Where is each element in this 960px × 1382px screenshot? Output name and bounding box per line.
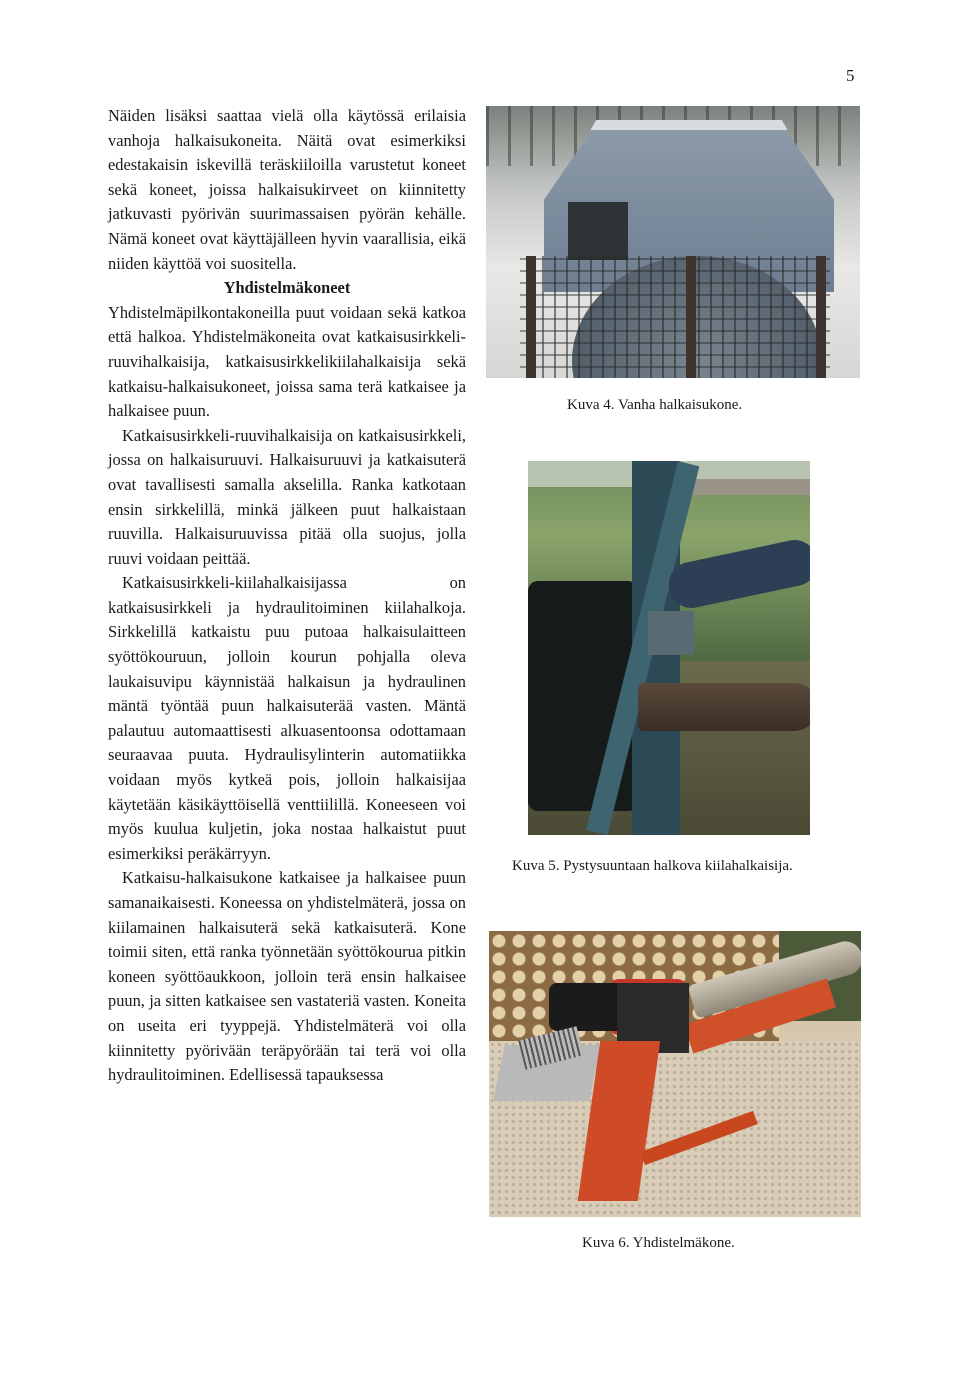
section-paragraph: Katkaisu-halkaisukone katkaisee ja halkaisee puun samanaikaisesti. Koneessa on yhdistelmäterä, jossa on kiilamainen halkaisuterä sekä katkaisuterä. Kone toimii siten, että ranka työnnetään syöttökourua pitkin koneen syöttöaukkoon, jolloin terä ensin halkaisee puun, ja sitten katkaisee sen vastateriä vasten. Koneita on useita eri tyyppejä. Yhdistelmäterä voi olla kiinnitetty pyörivään teräpyörään tai terä voi olla hydraulitoiminen. Edellisessä tapauksessa — [108, 868, 466, 1085]
section-paragraph: Katkaisusirkkeli-kiilahalkaisijassa on katkaisusirkkeli ja hydraulitoiminen kiilahalkoja. Sirkkelillä katkaistu puu putoaa halkaisulaitteen syöttökouruun, jolloin kourun pohjalla oleva laukaisuvipu käynnistää halkaisun ja hydraulinen mäntä työntää puun halkaisuterää vasten. Mäntä palautuu automaattisesti alkuasentoonsa odottamaan seuraavaa puuta. Hydraulisylinterin automatiikka voidaan myös kytkeä pois, jolloin halkaisijaa käytetään käsikäyttöisellä venttiilillä. Koneeseen voi myös kuulua kuljetin, joka nostaa halkaistut puut esimerkiksi peräkärryyn. — [108, 573, 466, 863]
page-number: 5 — [846, 66, 855, 85]
frame-post — [816, 256, 826, 378]
section-paragraph: Yhdistelmäpilkontakoneilla puut voidaan sekä katkoa että halkoa. Yhdistelmäkoneita ovat katkaisusirkkeli-ruuvihalkaisija, katkaisusirkkelikiilahalkaisija sekä katkaisu-halkaisukoneet, joissa sama terä katkaisee ja halkaisee puun. — [108, 302, 466, 421]
photo-combination-machine — [489, 931, 861, 1217]
road — [678, 479, 810, 495]
hydraulic-cylinder — [665, 536, 810, 612]
label-plate — [648, 611, 694, 655]
intro-paragraph: Näiden lisäksi saattaa vielä olla käytössä erilaisia vanhoja halkaisukoneita. Näitä ovat esimerkiksi edestakaisin iskevillä teräskiiloilla varustetut koneet sekä koneet, joissa halkaisukirveet on kiinnitetty jatkuvasti pyörivän suurimassaisen pyörän kehälle. Nämä koneet ovat käyttäjälleen hyvin vaarallisia, eikä niiden käyttöä voi suositella. — [108, 106, 466, 273]
mesh-guard — [520, 256, 830, 378]
figure-caption: Kuva 6. Yhdistelmäkone. — [582, 1235, 735, 1251]
section-heading: Yhdistelmäkoneet — [223, 278, 351, 298]
photo-old-splitter — [486, 106, 860, 378]
frame-post — [526, 256, 536, 378]
log — [638, 683, 810, 731]
text-column — [108, 104, 466, 1088]
figure-caption: Kuva 5. Pystysuuntaan halkova kiilahalkaisija. — [512, 858, 793, 874]
figure-caption: Kuva 4. Vanha halkaisukone. — [567, 397, 743, 413]
housing-opening — [568, 202, 628, 260]
photo-wedge-splitter — [528, 461, 810, 835]
frame-post — [686, 256, 696, 378]
section-paragraph: Katkaisusirkkeli-ruuvihalkaisija on katkaisusirkkeli, jossa on halkaisuruuvi. Halkaisuruuvi ja katkaisuterä ovat tavallisesti samalla akselilla. Ranka katkotaan ensin sirkkelillä, minkä jälkeen puut halkaistaan ruuvilla. Halkaisuruuvissa pitää olla suojus, jolla ruuvi voidaan peittää. — [108, 425, 466, 568]
